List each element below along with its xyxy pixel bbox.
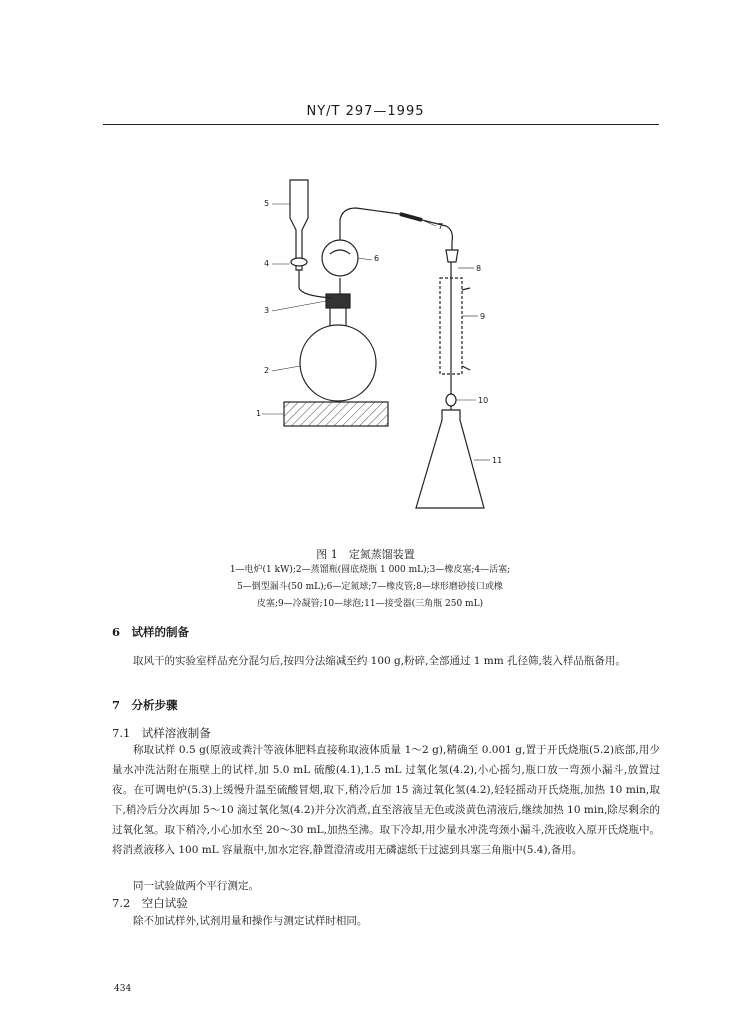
callout-8: 8 — [476, 264, 482, 273]
running-header: NY/T 297—1995 — [306, 104, 425, 119]
figure-legend-line-1: 1—电炉(1 kW);2—蒸馏瓶(圆底烧瓶 1 000 mL);3—橡皮塞;4—活塞; — [229, 565, 511, 575]
figure-legend-line-2: 5—倒型漏斗(50 mL);6—定氮球;7—橡皮管;8—球形磨砂接口或橡 — [237, 582, 503, 592]
callout-3: 3 — [264, 306, 270, 315]
section-7-heading: 7 分析步骤 — [112, 698, 178, 712]
rubber-tube — [400, 214, 422, 220]
callout-11: 11 — [492, 456, 503, 465]
inverted-funnel — [290, 180, 308, 270]
figure-caption: 图 1 定氮蒸馏装置 — [316, 548, 415, 561]
header-rule — [103, 124, 659, 125]
receiver-flask — [416, 410, 484, 508]
bulb — [446, 394, 456, 406]
section-7-1-heading: 7.1 试样溶液制备 — [112, 726, 211, 740]
section-7-1-paragraph: 称取试样 0.5 g(原液或粪汁等液体肥料直接称取液体质量 1～2 g),精确至 0.001 g,置于开氏烧瓶(5.2)底部,用少量水冲洗沾附在瓶壁上的试样,加 5.0 mL 硫酸(4.1),1.5 mL 过氧化氢(4.2),小心摇匀,瓶口放一弯颈小漏斗,放置过夜。在可调电炉(5.3)上缓慢升温至硫酸冒烟,取下,稍冷后加 15 滴过氧化氢(4.2),轻轻摇动开氏烧瓶,加热 10 min,取下,稍冷后分次再加 5～10 滴过氧化氢(4.2)并分次消煮,直至溶液呈无色或淡黄色清液后,继续加热 10 min,除尽剩余的过氧化氢。取下稍冷,小心加水至 20～30 mL,加热至沸。取下冷却,用少量水冲洗弯颈小漏斗,洗液收入原开氏烧瓶中。将消煮液移入 100 mL 容量瓶中,加水定容,静置澄清或用无磷滤纸干过滤到具塞三角瓶中(5.4),备用。 — [112, 744, 660, 856]
stopcock — [291, 258, 307, 266]
callout-10: 10 — [478, 396, 489, 405]
nitrogen-bulb — [322, 240, 358, 276]
section-7-1-note: 同一试验做两个平行测定。 — [133, 880, 259, 892]
ground-joint — [446, 250, 458, 262]
callout-4: 4 — [264, 259, 270, 268]
electric-heater — [284, 402, 388, 426]
callout-6: 6 — [374, 254, 380, 263]
callout-9: 9 — [480, 312, 486, 321]
rubber-stopper — [326, 294, 350, 308]
section-6-paragraph: 取风干的实验室样品充分混匀后,按四分法缩减至约 100 g,粉碎,全部通过 1 mm 孔径筛,装入样品瓶备用。 — [133, 655, 626, 667]
callout-2: 2 — [264, 366, 270, 375]
callout-7: 7 — [438, 222, 444, 231]
section-7-2-heading: 7.2 空白试验 — [112, 896, 188, 910]
figure-legend-line-3: 皮塞;9—冷凝管;10—球泡;11—接受器(三角瓶 250 mL) — [256, 599, 484, 609]
distillation-flask — [300, 325, 376, 401]
page-number: 434 — [114, 984, 132, 994]
section-7-2-paragraph: 除不加试样外,试剂用量和操作与测定试样时相同。 — [133, 915, 368, 927]
distillation-apparatus-figure — [250, 170, 510, 520]
callout-5: 5 — [264, 199, 270, 208]
callout-1: 1 — [256, 409, 262, 418]
section-6-heading: 6 试样的制备 — [112, 625, 190, 639]
